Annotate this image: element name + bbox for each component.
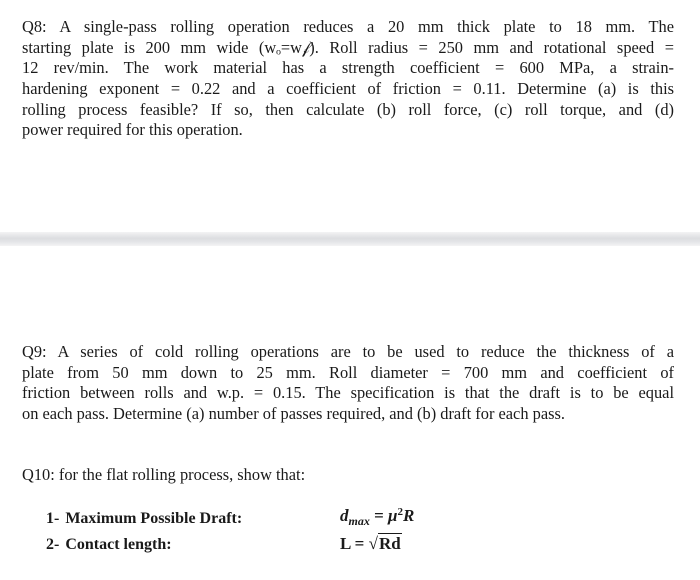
question-9-line: Q9: A series of cold rolling operations are to be used to reduce the thickness of a: [22, 342, 674, 361]
item-label: Maximum Possible Draft:: [65, 510, 243, 527]
formula-contact-length: [340, 534, 402, 554]
q10-item-max-draft: [46, 510, 242, 528]
page-divider: [0, 232, 700, 246]
formula-equals: =: [354, 534, 365, 553]
question-9: [22, 342, 674, 425]
question-9-line: plate from 50 mm down to 25 mm. Roll diameter = 700 mm and coefficient of: [22, 362, 674, 382]
question-8-line: Q8: A single-pass rolling operation reduces a 20 mm thick plate to 18 mm. The: [22, 17, 674, 36]
formula-lhs: d: [340, 506, 349, 525]
radicand: Rd: [378, 534, 401, 553]
item-label: Contact length:: [65, 536, 172, 553]
formula-lhs: L: [340, 534, 351, 553]
formula-r: R: [403, 506, 415, 525]
q10-item-contact-length: [46, 536, 172, 554]
square-root: [369, 534, 402, 554]
question-8-line: hardening exponent = 0.22 and a coefficient of friction = 0.11. Determine (a) is this: [22, 79, 674, 99]
item-number: 1-: [46, 510, 60, 527]
item-number: 2-: [46, 536, 60, 553]
question-8: [22, 17, 674, 141]
question-8-line: rolling process feasible? If so, then calculate (b) roll force, (c) roll torque, and (d): [22, 99, 674, 119]
formula-superscript: 2: [397, 506, 403, 518]
formula-mu: μ: [388, 506, 398, 525]
question-8-line: starting plate is 200 mm wide (wₒ=w𝒻). Roll radius = 250 mm and rotational speed =: [22, 37, 674, 57]
formula-max-draft: [340, 506, 414, 529]
radical-sign: √: [368, 534, 378, 553]
formula-subscript: max: [348, 514, 370, 528]
question-8-line: 12 rev/min. The work material has a strength coefficient = 600 MPa, a strain-: [22, 58, 674, 78]
question-9-line: friction between rolls and w.p. = 0.15. The specification is that the draft is to be equal: [22, 383, 674, 403]
question-9-line: on each pass. Determine (a) number of passes required, and (b) draft for each pass.: [22, 404, 565, 424]
formula-equals: =: [374, 506, 384, 525]
question-10-heading: Q10: for the flat rolling process, show that:: [22, 465, 306, 484]
question-8-line: power required for this operation.: [22, 120, 243, 140]
